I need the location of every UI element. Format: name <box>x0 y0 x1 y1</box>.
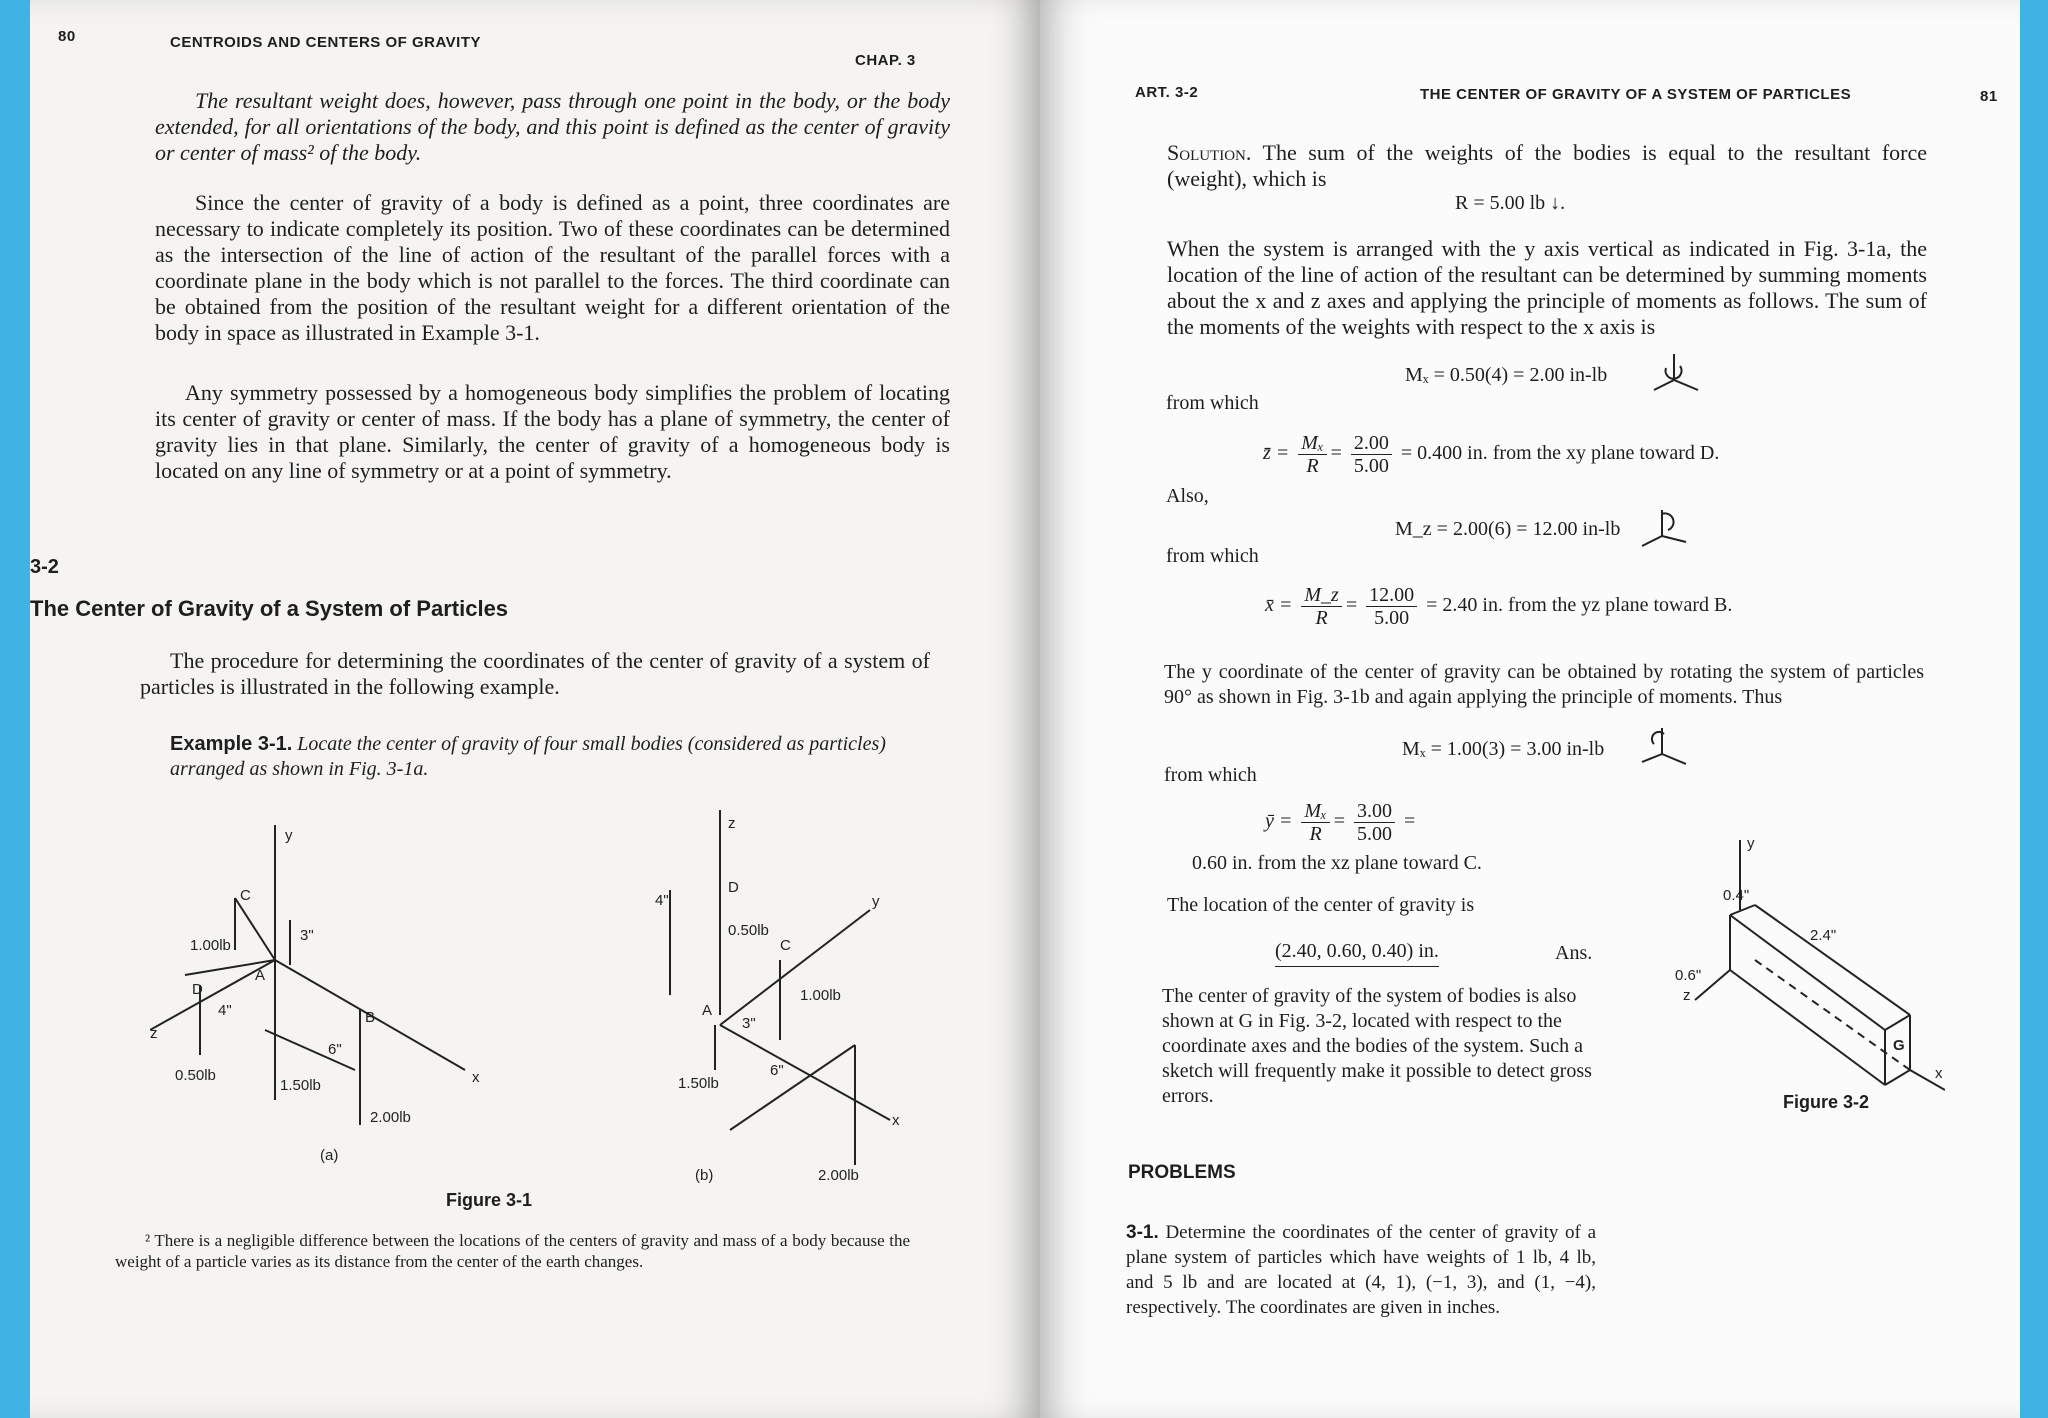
point-d-label: D <box>728 879 739 896</box>
box-edge <box>1730 905 1755 915</box>
footnote: ² There is a negligible difference between the locations of the centers of gravity and mass of a body because the weight of a particle varies as its distance from the center of the earth changes. <box>115 1231 910 1271</box>
point-a-label: A <box>255 967 266 984</box>
weight-a-label: 1.50lb <box>678 1075 719 1092</box>
article-label: ART. 3-2 <box>1135 84 1199 101</box>
axis-y-label: y <box>872 893 880 910</box>
dim-label: 2.4" <box>1810 927 1837 944</box>
axis-x-label: x <box>472 1069 480 1086</box>
point-d-label: D <box>192 981 203 998</box>
problem-text: Determine the coordinates of the center of gravity of a plane system of particles which have weights of 1 lb, 4 lb, and 5 lb and are located at (4, 1), (−1, 3), and (1, −4), respectively. The coordinates are given in inches. <box>1126 1222 1597 1318</box>
point-b-label: B <box>365 1009 376 1026</box>
dim-label: 0.4" <box>1723 887 1750 904</box>
problems-heading: PROBLEMS <box>1128 1162 1236 1183</box>
moment-axes-icon <box>1640 724 1692 766</box>
axis-z-label: z <box>1683 987 1691 1004</box>
box-edge <box>1730 970 1885 1085</box>
axis-line <box>720 1025 890 1120</box>
weight-c-label: 1.00lb <box>190 937 231 954</box>
equation-mx-2: Mₓ = 1.00(3) = 3.00 in-lb <box>1402 738 1605 760</box>
eq-denominator: R <box>1309 823 1322 845</box>
problem-label: 3-1. <box>1126 1222 1159 1243</box>
answer-label: Ans. <box>1555 942 1593 964</box>
dim-label: 3" <box>300 927 314 944</box>
example-text: Locate the center of gravity of four small bodies (considered as particles) arranged as shown in Fig. 3-1a. <box>170 733 886 780</box>
eq-numerator: 12.00 <box>1366 584 1417 607</box>
weight-b-label: 2.00lb <box>818 1167 859 1184</box>
weight-d-label: 0.50lb <box>728 922 769 939</box>
equation-z: z̄ = $\frac{\text{Mₓ}}{R}$ = $\frac{2.00}{5.00}$ = 0.400 in. from the xy plane toward D. <box>1263 432 1720 477</box>
weight-c-label: 1.00lb <box>800 987 841 1004</box>
running-head: CENTROIDS AND CENTERS OF GRAVITY <box>170 34 482 51</box>
paragraph: The procedure for determining the coordinates of the center of gravity of a system of particles is illustrated in the following example. <box>140 648 930 699</box>
weight-d-label: 0.50lb <box>175 1067 216 1084</box>
paragraph: Since the center of gravity of a body is defined as a point, three coordinates are necessary to indicate completely its position. Two of these coordinates can be determined as the intersection of the line of action of the resultant of the parallel forces with a coordinate plane in the body which is not parallel to the forces. The third coordinate can be obtained from the position of the resultant weight for a different orientation of the body in space as illustrated in Example 3-1. <box>155 190 950 345</box>
box-edge <box>1730 915 1885 1030</box>
axis-x-label: x <box>1935 1065 1943 1082</box>
fig-b-label: (b) <box>695 1167 714 1184</box>
moment-axes-icon <box>1652 350 1704 392</box>
eq-tail: = <box>1404 810 1416 833</box>
paragraph: The resultant weight does, however, pass through one point in the body, or the body extended, for all orientations of the body, and this point is defined as the center of gravity or center of mass² of the body. <box>155 88 950 165</box>
also-label: Also, <box>1166 485 1209 507</box>
eq-numerator: M_z <box>1301 584 1341 607</box>
from-which: from which <box>1164 764 1257 786</box>
eq-denominator: R <box>1306 455 1319 477</box>
point-g-label: G <box>1893 1037 1905 1054</box>
point-c-label: C <box>240 887 251 904</box>
dim-label: 0.6" <box>1675 967 1702 984</box>
box-edge <box>1885 1070 1910 1085</box>
eq-numerator: 3.00 <box>1354 800 1395 823</box>
paragraph: When the system is arranged with the y axis vertical as indicated in Fig. 3-1a, the location of the line of action of the resultant can be determined by summing moments about the x and z axes and applying the principle of moments as follows. The sum of the moments of the weights with respect to the x axis is <box>1167 236 1927 339</box>
eq-numerator: 2.00 <box>1351 432 1392 455</box>
axis-z-label: z <box>728 815 736 832</box>
box-edge <box>1755 905 1910 1015</box>
dim-label: 4" <box>655 892 669 909</box>
eq-denominator: 5.00 <box>1374 607 1410 629</box>
equation-mx-1: Mₓ = 0.50(4) = 2.00 in-lb <box>1405 364 1608 386</box>
eq-denominator: 5.00 <box>1357 823 1392 845</box>
running-head: THE CENTER OF GRAVITY OF A SYSTEM OF PARTICLES <box>1420 86 1852 103</box>
figure-3-1 <box>150 800 950 1220</box>
figure-3-2 <box>1625 830 1945 1110</box>
from-which: from which <box>1166 392 1259 414</box>
equation-x: x̄ = $\frac{M\_z}{R}$ = $\frac{12.00}{5.00}$ = 2.40 in. from the yz plane toward B. <box>1265 584 1733 629</box>
dim-label: 6" <box>328 1041 342 1058</box>
eq-tail: = 0.400 in. from the xy plane toward D. <box>1400 442 1720 465</box>
axis-z-label: z <box>150 1025 158 1042</box>
section-title: The Center of Gravity of a System of Particles <box>30 596 509 621</box>
point-a-label: A <box>702 1002 713 1019</box>
paragraph: The center of gravity of the system of bodies is also shown at G in Fig. 3-2, located with respect to the coordinate axes and the bodies of the system. Such a sketch will frequently make it possible to detect gross errors. <box>1162 985 1592 1107</box>
eq-lhs: x̄ = <box>1265 594 1293 617</box>
equation-y-result: 0.60 in. from the xz plane toward C. <box>1192 852 1482 874</box>
location-text: The location of the center of gravity is <box>1167 894 1475 916</box>
figure-b-labels <box>655 815 900 1184</box>
eq-tail: = 2.40 in. from the yz plane toward B. <box>1426 594 1733 617</box>
solution-text: The sum of the weights of the bodies is equal to the resultant force (weight), which is <box>1167 140 1927 191</box>
paragraph: Any symmetry possessed by a homogeneous body simplifies the problem of locating its center of gravity or center of mass. If the body has a plane of symmetry, the center of gravity lies in that plane. Similarly, the center of gravity of a homogeneous body is located on any line of symmetry or at a point of symmetry. <box>155 380 950 483</box>
chapter-label: CHAP. 3 <box>855 52 916 69</box>
example <box>170 732 930 782</box>
eq-numerator: Mₓ <box>1298 432 1326 455</box>
axis-x-label: x <box>892 1112 900 1129</box>
dim-label: 6" <box>770 1062 784 1079</box>
figure-caption: Figure 3-1 <box>446 1190 533 1210</box>
dim-label: 4" <box>218 1002 232 1019</box>
paragraph: The y coordinate of the center of gravity can be obtained by rotating the system of particles 90° as shown in Fig. 3-1b and again applying the principle of moments. Thus <box>1164 661 1924 708</box>
weight-a-label: 1.50lb <box>280 1077 321 1094</box>
right-page <box>1040 0 2020 1418</box>
point-c-label: C <box>780 937 791 954</box>
box-edge-hidden <box>1755 960 1910 1070</box>
solution-label: Solution. <box>1167 140 1252 165</box>
axis-y-label: y <box>285 827 293 844</box>
figure-caption: Figure 3-2 <box>1783 1092 1870 1112</box>
equation-mz: M_z = 2.00(6) = 12.00 in-lb <box>1395 518 1621 540</box>
axis-y-label: y <box>1747 835 1755 852</box>
example-label: Example 3-1. <box>170 733 293 755</box>
page-number: 80 <box>58 28 76 45</box>
left-page <box>30 0 1040 1418</box>
moment-axes-icon <box>1640 506 1692 548</box>
member-line <box>730 1045 855 1130</box>
dim-label: 3" <box>742 1015 756 1032</box>
eq-numerator: Mₓ <box>1301 800 1329 823</box>
eq-lhs: z̄ = <box>1263 442 1290 465</box>
problem-3-1 <box>1126 1220 1596 1320</box>
eq-denominator: 5.00 <box>1353 455 1389 477</box>
solution-paragraph <box>1167 140 1927 192</box>
figure-a-labels <box>150 827 480 1164</box>
fig-a-label: (a) <box>320 1147 339 1164</box>
eq-lhs: ȳ = <box>1265 810 1293 833</box>
equation-r: R = 5.00 lb ↓. <box>1455 192 1566 214</box>
equation-y: ȳ = $\frac{\text{Mₓ}}{R}$ = $\frac{3.00}{5.00}$ = <box>1265 800 1416 845</box>
page-number: 81 <box>1980 88 1998 105</box>
from-which: from which <box>1166 545 1259 567</box>
eq-denominator: R <box>1315 607 1328 629</box>
member-line <box>235 898 275 960</box>
answer: (2.40, 0.60, 0.40) in. <box>1275 940 1439 967</box>
section-number: 3-2 <box>30 556 59 578</box>
box-edge <box>1885 1015 1910 1030</box>
weight-b-label: 2.00lb <box>370 1109 411 1126</box>
